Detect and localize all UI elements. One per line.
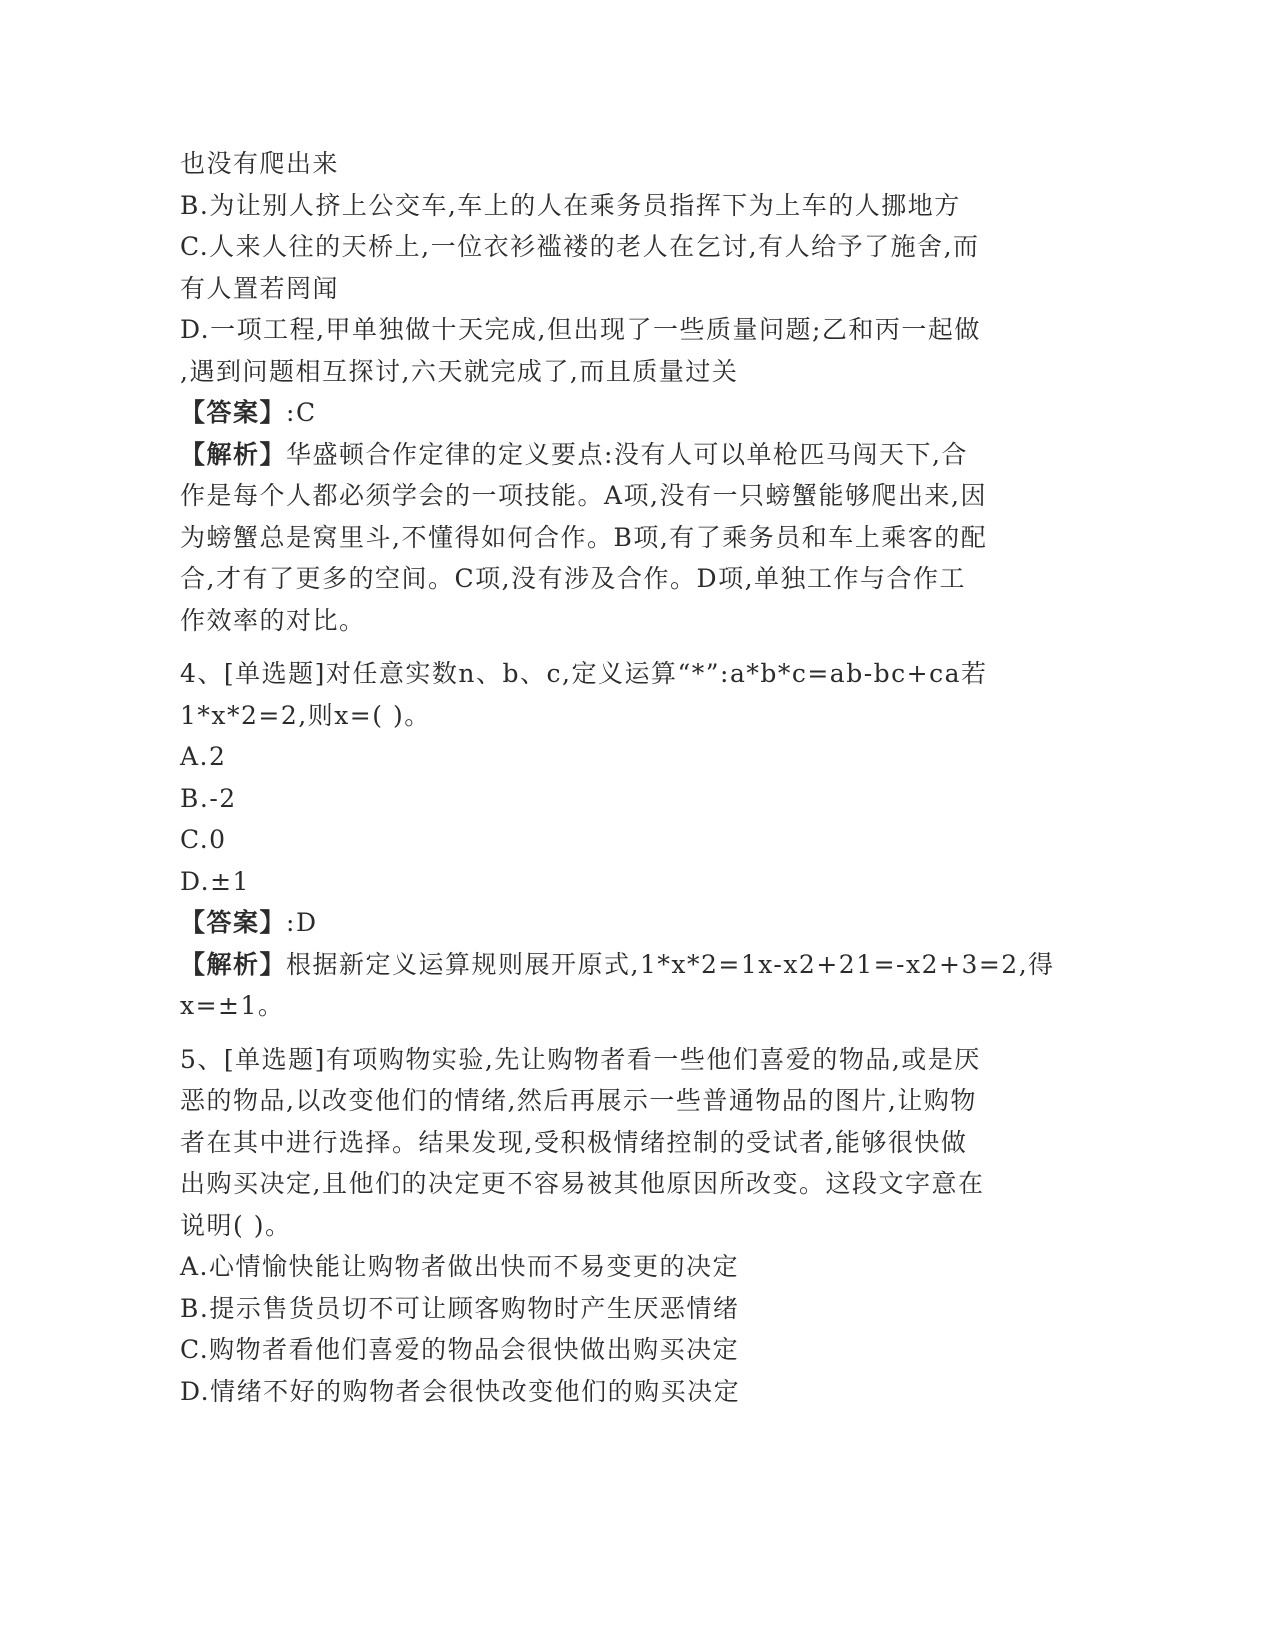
q4-answer-label: 【答案】 <box>180 908 287 937</box>
q3-answer <box>180 392 1050 434</box>
q5-stem-line-1: 5、[单选题]有项购物实验,先让购物者看一些他们喜爱的物品,或是厌 <box>180 1044 981 1074</box>
q3-analysis-text: 华盛顿合作定律的定义要点:没有人可以单枪匹马闯天下,合 <box>286 439 968 469</box>
question-gap <box>180 1027 1050 1039</box>
q3-option-d: D.一项工程,甲单独做十天完成,但出现了一些质量问题;乙和丙一起做 <box>180 315 981 344</box>
q5-stem-line-5: 说明( )。 <box>180 1210 292 1240</box>
q3-answer-label: 【答案】 <box>180 398 287 427</box>
question-gap <box>180 641 1050 653</box>
q5-option-a: A.心情愉快能让购物者做出快而不易变更的决定 <box>180 1252 740 1281</box>
q3-option-b: B.为让别人挤上公交车,车上的人在乘务员指挥下为上车的人挪地方 <box>180 190 961 220</box>
q3-analysis-line-4: 合,才有了更多的空间。C项,没有涉及合作。D项,单独工作与合作工 <box>180 564 967 593</box>
q4-option-c: C.0 <box>180 825 227 854</box>
q4-answer-value: :D <box>286 908 318 937</box>
q5-option-c: C.购物者看他们喜爱的物品会很快做出购买决定 <box>180 1335 740 1364</box>
q3-option-c-continued: 有人置若罔闻 <box>180 273 340 303</box>
q4-option-a: A.2 <box>180 742 227 771</box>
q5-option-b: B.提示售货员切不可让顾客购物时产生厌恶情绪 <box>180 1293 740 1323</box>
q3-analysis-line-2: 作是每个人都必须学会的一项技能。A项,没有一只螃蟹能够爬出来,因 <box>180 481 987 510</box>
q3-answer-value: :C <box>286 398 317 427</box>
q3-analysis-label: 【解析】 <box>180 439 287 469</box>
q4-option-d: D.±1 <box>180 866 250 896</box>
q4-stem-line-1: 4、[单选题]对任意实数n、b、c,定义运算“*”:a*b*c=ab-bc+ca若 <box>180 659 988 688</box>
q4-option-b: B.-2 <box>180 783 237 813</box>
q3-option-c: C.人来人往的天桥上,一位衣衫褴褛的老人在乞讨,有人给予了施舍,而 <box>180 232 980 261</box>
q4-answer <box>180 902 1050 944</box>
q3-analysis-line-5: 作效率的对比。 <box>180 605 366 635</box>
q4-analysis-line-2: x=±1。 <box>180 991 285 1020</box>
q4-analysis-text: 根据新定义运算规则展开原式,1*x*2=1x-x2+21=-x2+3=2,得 <box>286 949 1055 979</box>
q5-stem-line-4: 出购买决定,且他们的决定更不容易被其他原因所改变。这段文字意在 <box>180 1169 985 1198</box>
q5-stem-line-3: 者在其中进行选择。结果发现,受积极情绪控制的受试者,能够很快做 <box>180 1127 968 1157</box>
document-page <box>180 143 1055 1412</box>
q5-option-d: D.情绪不好的购物者会很快改变他们的购买决定 <box>180 1376 741 1406</box>
q4-analysis-line-1 <box>180 944 1055 986</box>
q3-analysis-line-1 <box>180 434 1050 476</box>
q5-stem-line-2: 恶的物品,以改变他们的情绪,然后再展示一些普通物品的图片,让购物 <box>180 1086 977 1115</box>
q3-stem-continuation: 也没有爬出来 <box>180 149 340 178</box>
q3-option-d-continued: ,遇到问题相互探讨,六天就完成了,而且质量过关 <box>180 356 739 386</box>
q4-analysis-label: 【解析】 <box>180 949 287 979</box>
q3-analysis-line-3: 为螃蟹总是窝里斗,不懂得如何合作。B项,有了乘务员和车上乘客的配 <box>180 522 988 552</box>
q4-stem-line-2: 1*x*2=2,则x=( )。 <box>180 700 431 730</box>
